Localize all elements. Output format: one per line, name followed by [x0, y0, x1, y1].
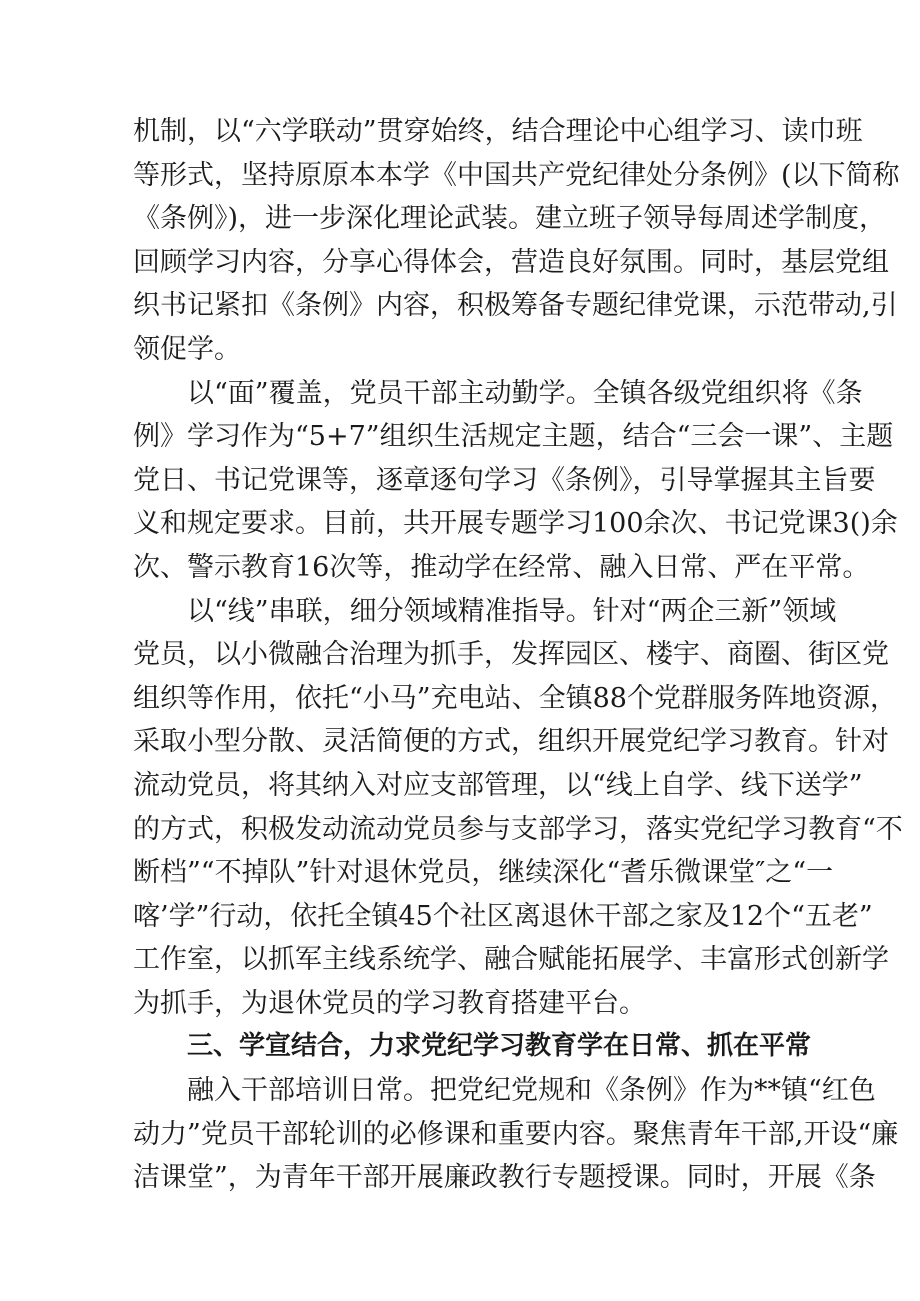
- text-line: 等形式，坚持原原本本学《中国共产党纪律处分条例》(以下简称: [133, 159, 900, 191]
- text-line: 的方式，积极发动流动党员参与支部学习，落实党纪学习教育“不: [133, 813, 903, 845]
- text-line: 动力”党员干部轮训的必修课和重要内容。聚焦青年干部,开设“廉: [133, 1118, 899, 1150]
- text-line: 党员，以小微融合治理为抓手，发挥园区、楼宇、商圈、街区党: [133, 639, 889, 671]
- text-line: 《条例》)，进一步深化理论武装。建立班子领导每周述学制度，: [133, 203, 887, 235]
- text-line: 次、警示教育16次等，推动学在经常、融入日常、严在平常。: [133, 551, 870, 583]
- text-line: 织书记紧扣《条例》内容，积极筹备专题纪律党课，示范带动,引: [133, 290, 898, 322]
- paragraph-lead-line: 以“面”覆盖，党员干部主动勤学。全镇各级党组织将《条: [187, 377, 863, 409]
- section-heading: 三、学宣结合，力求党纪学习教育学在日常、抓在平常: [187, 1031, 812, 1062]
- paragraph-lead-line: 以“线”串联，细分领域精准指导。针对“两企三新”领域: [187, 595, 837, 627]
- text-line: 喀’学”行动，依托全镇45个社区离退休干部之家及12个“五老”: [133, 900, 873, 932]
- paragraph-lead-line: 融入干部培训日常。把党纪党规和《条例》作为**镇“红色: [187, 1075, 876, 1107]
- text-line: 组织等作用，依托“小马”充电站、全镇88个党群服务阵地资源，: [133, 682, 897, 714]
- text-line: 工作室，以抓军主线系统学、融合赋能拓展学、丰富形式创新学: [133, 944, 889, 976]
- text-line: 为抓手，为退休党员的学习教育搭建平台。: [133, 987, 646, 1019]
- text-line: 例》学习作为“5+7”组织生活规定主题，结合“三会一课”、主题: [133, 421, 894, 453]
- text-line: 采取小型分散、灵活简便的方式，组织开展党纪学习教育。针对: [133, 726, 889, 758]
- text-line: 机制，以“六学联动”贯穿始终，结合理论中心组学习、读巾班: [133, 116, 863, 147]
- document-body: [133, 110, 903, 1200]
- text-line: 领促学。: [133, 333, 241, 365]
- text-line: 断档”“不掉队”针对退休党员，继续深化“耆乐微课堂″之“一: [133, 857, 834, 889]
- text-line: 义和规定要求。目前，共开展专题学习100余次、书记党课3()余: [133, 508, 898, 540]
- text-line: 回顾学习内容，分享心得体会，营造良好氛围。同时，基层党组: [133, 246, 889, 278]
- text-line: 流动党员，将其纳入对应支部管理，以“线上自学、线下送学”: [133, 769, 863, 801]
- text-line: 党日、书记党课等，逐章逐句学习《条例》，引导掌握其主旨要: [133, 464, 876, 496]
- text-line: 洁课堂”，为青年干部开展廉政教行专题授课。同时，开展《条: [133, 1162, 876, 1194]
